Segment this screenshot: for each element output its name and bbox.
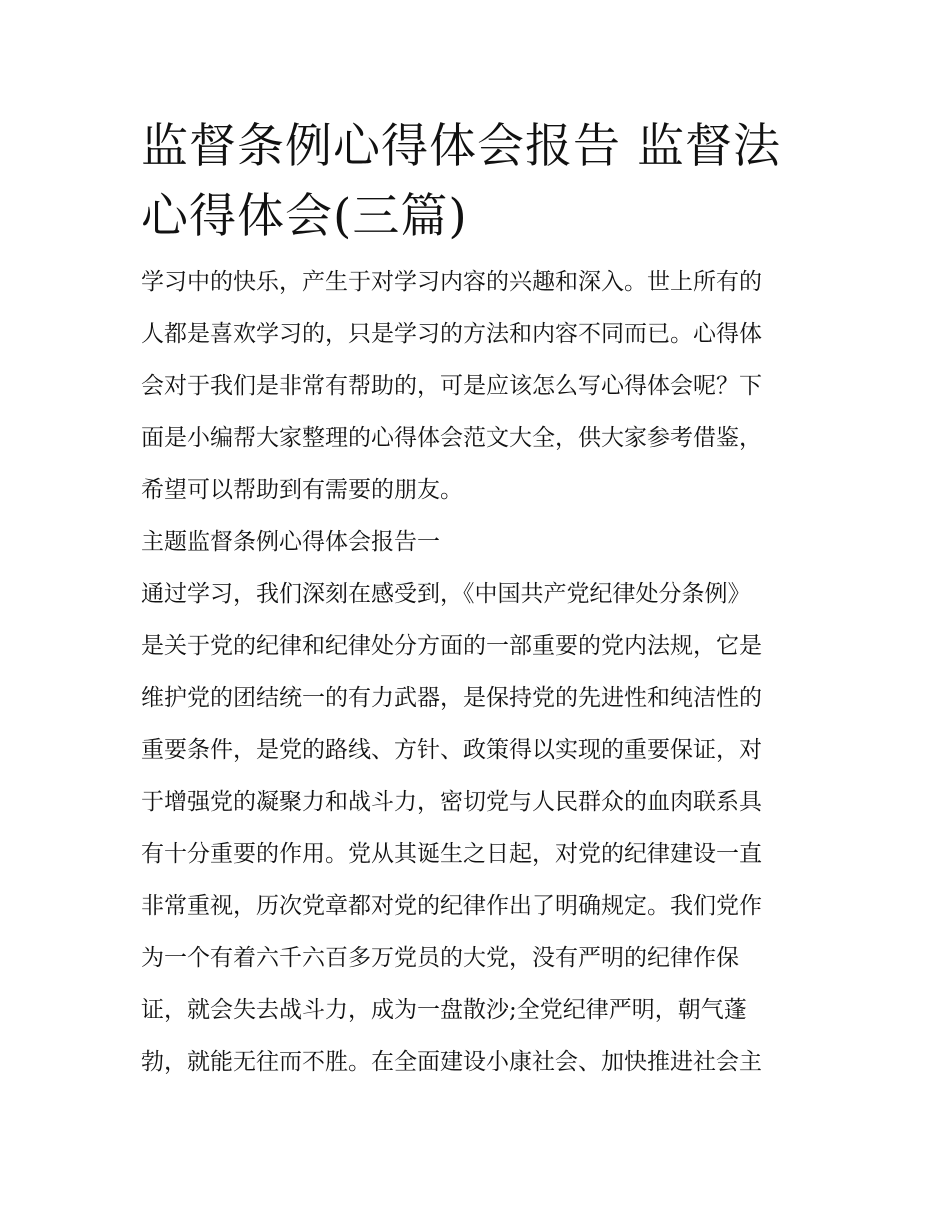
- text-line: 学习中的快乐，产生于对学习内容的兴趣和深入。世上所有的: [141, 269, 762, 295]
- text-line: 非常重视，历次党章都对党的纪律作出了明确规定。我们党作: [141, 893, 762, 919]
- text-line: 是关于党的纪律和纪律处分方面的一部重要的党内法规，它是: [141, 633, 762, 659]
- text-line: 人都是喜欢学习的，只是学习的方法和内容不同而已。心得体: [141, 321, 762, 347]
- text-line: 为一个有着六千六百多万党员的大党，没有严明的纪律作保: [141, 945, 739, 971]
- section-heading-text: 主题监督条例心得体会报告一: [141, 529, 440, 555]
- body-paragraph: [141, 568, 813, 1088]
- text-line: 通过学习，我们深刻在感受到，《中国共产党纪律处分条例》: [141, 581, 751, 607]
- document-content: [141, 112, 813, 1088]
- text-line: 维护党的团结统一的有力武器，是保持党的先进性和纯洁性的: [141, 685, 762, 711]
- intro-paragraph: [141, 256, 813, 516]
- text-line: 勃，就能无往而不胜。在全面建设小康社会、加快推进社会主: [141, 1049, 762, 1075]
- section-heading: [141, 516, 813, 568]
- text-line: 希望可以帮助到有需要的朋友。: [141, 477, 463, 503]
- text-line: 于增强党的凝聚力和战斗力，密切党与人民群众的血肉联系具: [141, 789, 762, 815]
- text-line: 有十分重要的作用。党从其诞生之日起，对党的纪律建设一直: [141, 841, 762, 867]
- text-line: 会对于我们是非常有帮助的，可是应该怎么写心得体会呢？下: [141, 373, 762, 399]
- text-line: 重要条件，是党的路线、方针、政策得以实现的重要保证，对: [141, 737, 762, 763]
- title-line: 监督条例心得体会报告 监督法: [141, 119, 781, 174]
- text-line: 面是小编帮大家整理的心得体会范文大全，供大家参考借鉴，: [141, 425, 762, 451]
- text-line: 证，就会失去战斗力，成为一盘散沙;全党纪律严明，朝气蓬: [141, 997, 747, 1023]
- document-title: [141, 112, 813, 252]
- title-line: 心得体会(三篇): [141, 189, 468, 244]
